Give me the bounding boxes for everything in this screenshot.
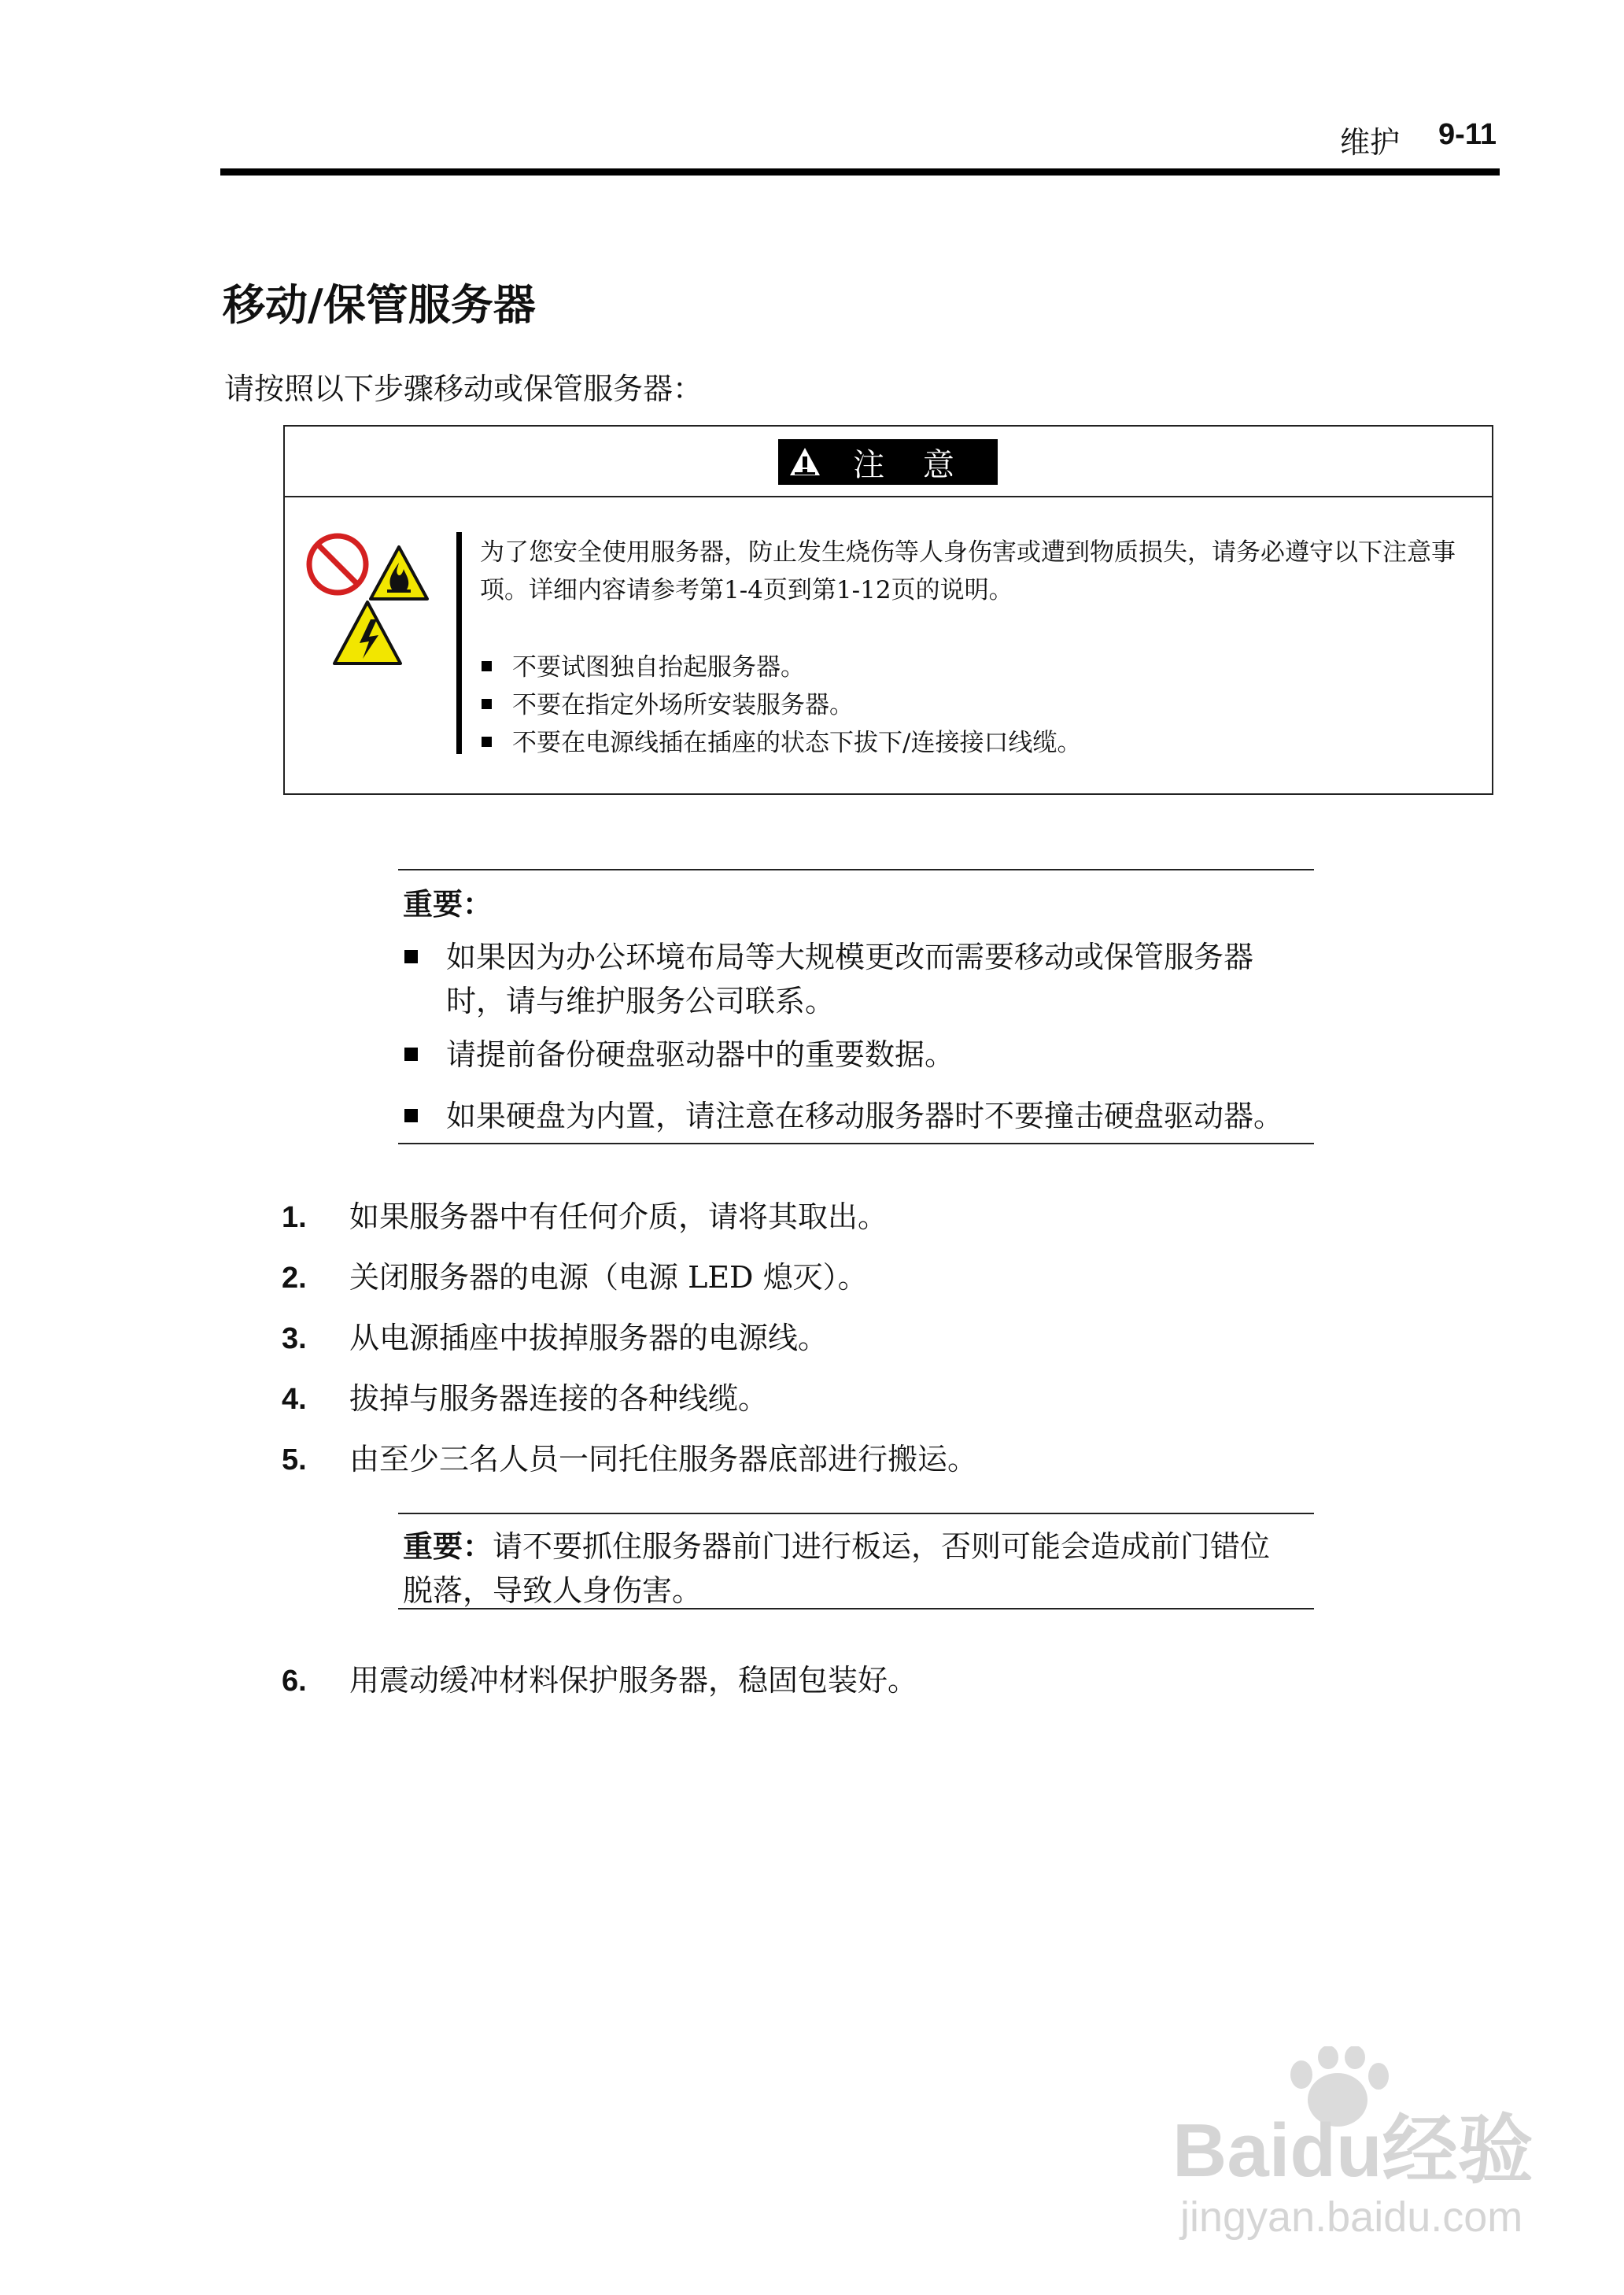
step-item: 1. 如果服务器中有任何介质，请将其取出。 xyxy=(282,1199,888,1234)
important2-bottom-rule xyxy=(398,1608,1314,1609)
intro-text: 请按照以下步骤移动或保管服务器： xyxy=(224,371,703,406)
bullet-icon xyxy=(404,1048,418,1061)
electric-shock-warning-icon xyxy=(334,602,400,663)
important-title: 重要： xyxy=(403,887,493,922)
header-section: 维护 xyxy=(1339,125,1400,160)
header-page-number: 9-11 xyxy=(1438,118,1497,151)
warning-triangle-icon xyxy=(788,445,822,479)
page-title: 移动/保管服务器 xyxy=(223,280,536,330)
important-item: 请提前备份硬盘驱动器中的重要数据。 xyxy=(404,1033,1317,1077)
caution-item: 不要在电源线插在插座的状态下拔下/连接接口线缆。 xyxy=(482,722,1081,758)
caution-divider xyxy=(285,496,1492,497)
step-item: 3. 从电源插座中拔掉服务器的电源线。 xyxy=(282,1321,829,1355)
bullet-icon xyxy=(404,1109,418,1122)
step-item: 2. 关闭服务器的电源（电源 LED 熄灭）。 xyxy=(282,1260,868,1295)
caution-item: 不要试图独自抬起服务器。 xyxy=(482,647,805,682)
safety-icons xyxy=(303,531,445,681)
header-rule xyxy=(220,168,1500,176)
important2-top-rule xyxy=(398,1513,1314,1514)
caution-left-bar xyxy=(456,532,462,754)
caution-banner xyxy=(778,439,998,485)
important-top-rule xyxy=(398,869,1314,870)
bullet-icon xyxy=(482,661,492,671)
step-item: 5. 由至少三名人员一同托住服务器底部进行搬运。 xyxy=(282,1442,978,1476)
important2-label: 重要： xyxy=(403,1529,493,1564)
watermark-brand: Baidu经验 xyxy=(1172,2108,1534,2193)
important-bottom-rule xyxy=(398,1143,1314,1144)
caution-item: 不要在指定外场所安装服务器。 xyxy=(482,685,854,720)
important-item: 如果因为办公环境布局等大规模更改而需要移动或保管服务器 时，请与维护服务公司联系。 xyxy=(404,935,1317,1023)
caution-paragraph: 为了您安全使用服务器，防止发生烧伤等人身伤害或遭到物质损失，请务必遵守以下注意事项。详细内容请参考第1-4页到第1-12页的说明。 xyxy=(480,538,1456,604)
step-item: 6. 用震动缓冲材料保护服务器，稳固包装好。 xyxy=(282,1663,918,1698)
prohibition-icon xyxy=(309,536,366,593)
important2-note: 重要：请不要抓住服务器前门进行板运，否则可能会造成前门错位 脱落，导致人身伤害。 xyxy=(403,1529,1271,1608)
step-item: 4. 拔掉与服务器连接的各种线缆。 xyxy=(282,1381,769,1416)
baidu-watermark xyxy=(1149,2046,1558,2243)
important-item: 如果硬盘为内置，请注意在移动服务器时不要撞击硬盘驱动器。 xyxy=(404,1094,1317,1138)
bullet-icon xyxy=(482,737,492,747)
caution-label: 注 意 xyxy=(853,446,969,483)
fire-warning-icon xyxy=(371,547,427,599)
bullet-icon xyxy=(404,950,418,963)
bullet-icon xyxy=(482,699,492,709)
watermark-url: jingyan.baidu.com xyxy=(1180,2193,1523,2241)
